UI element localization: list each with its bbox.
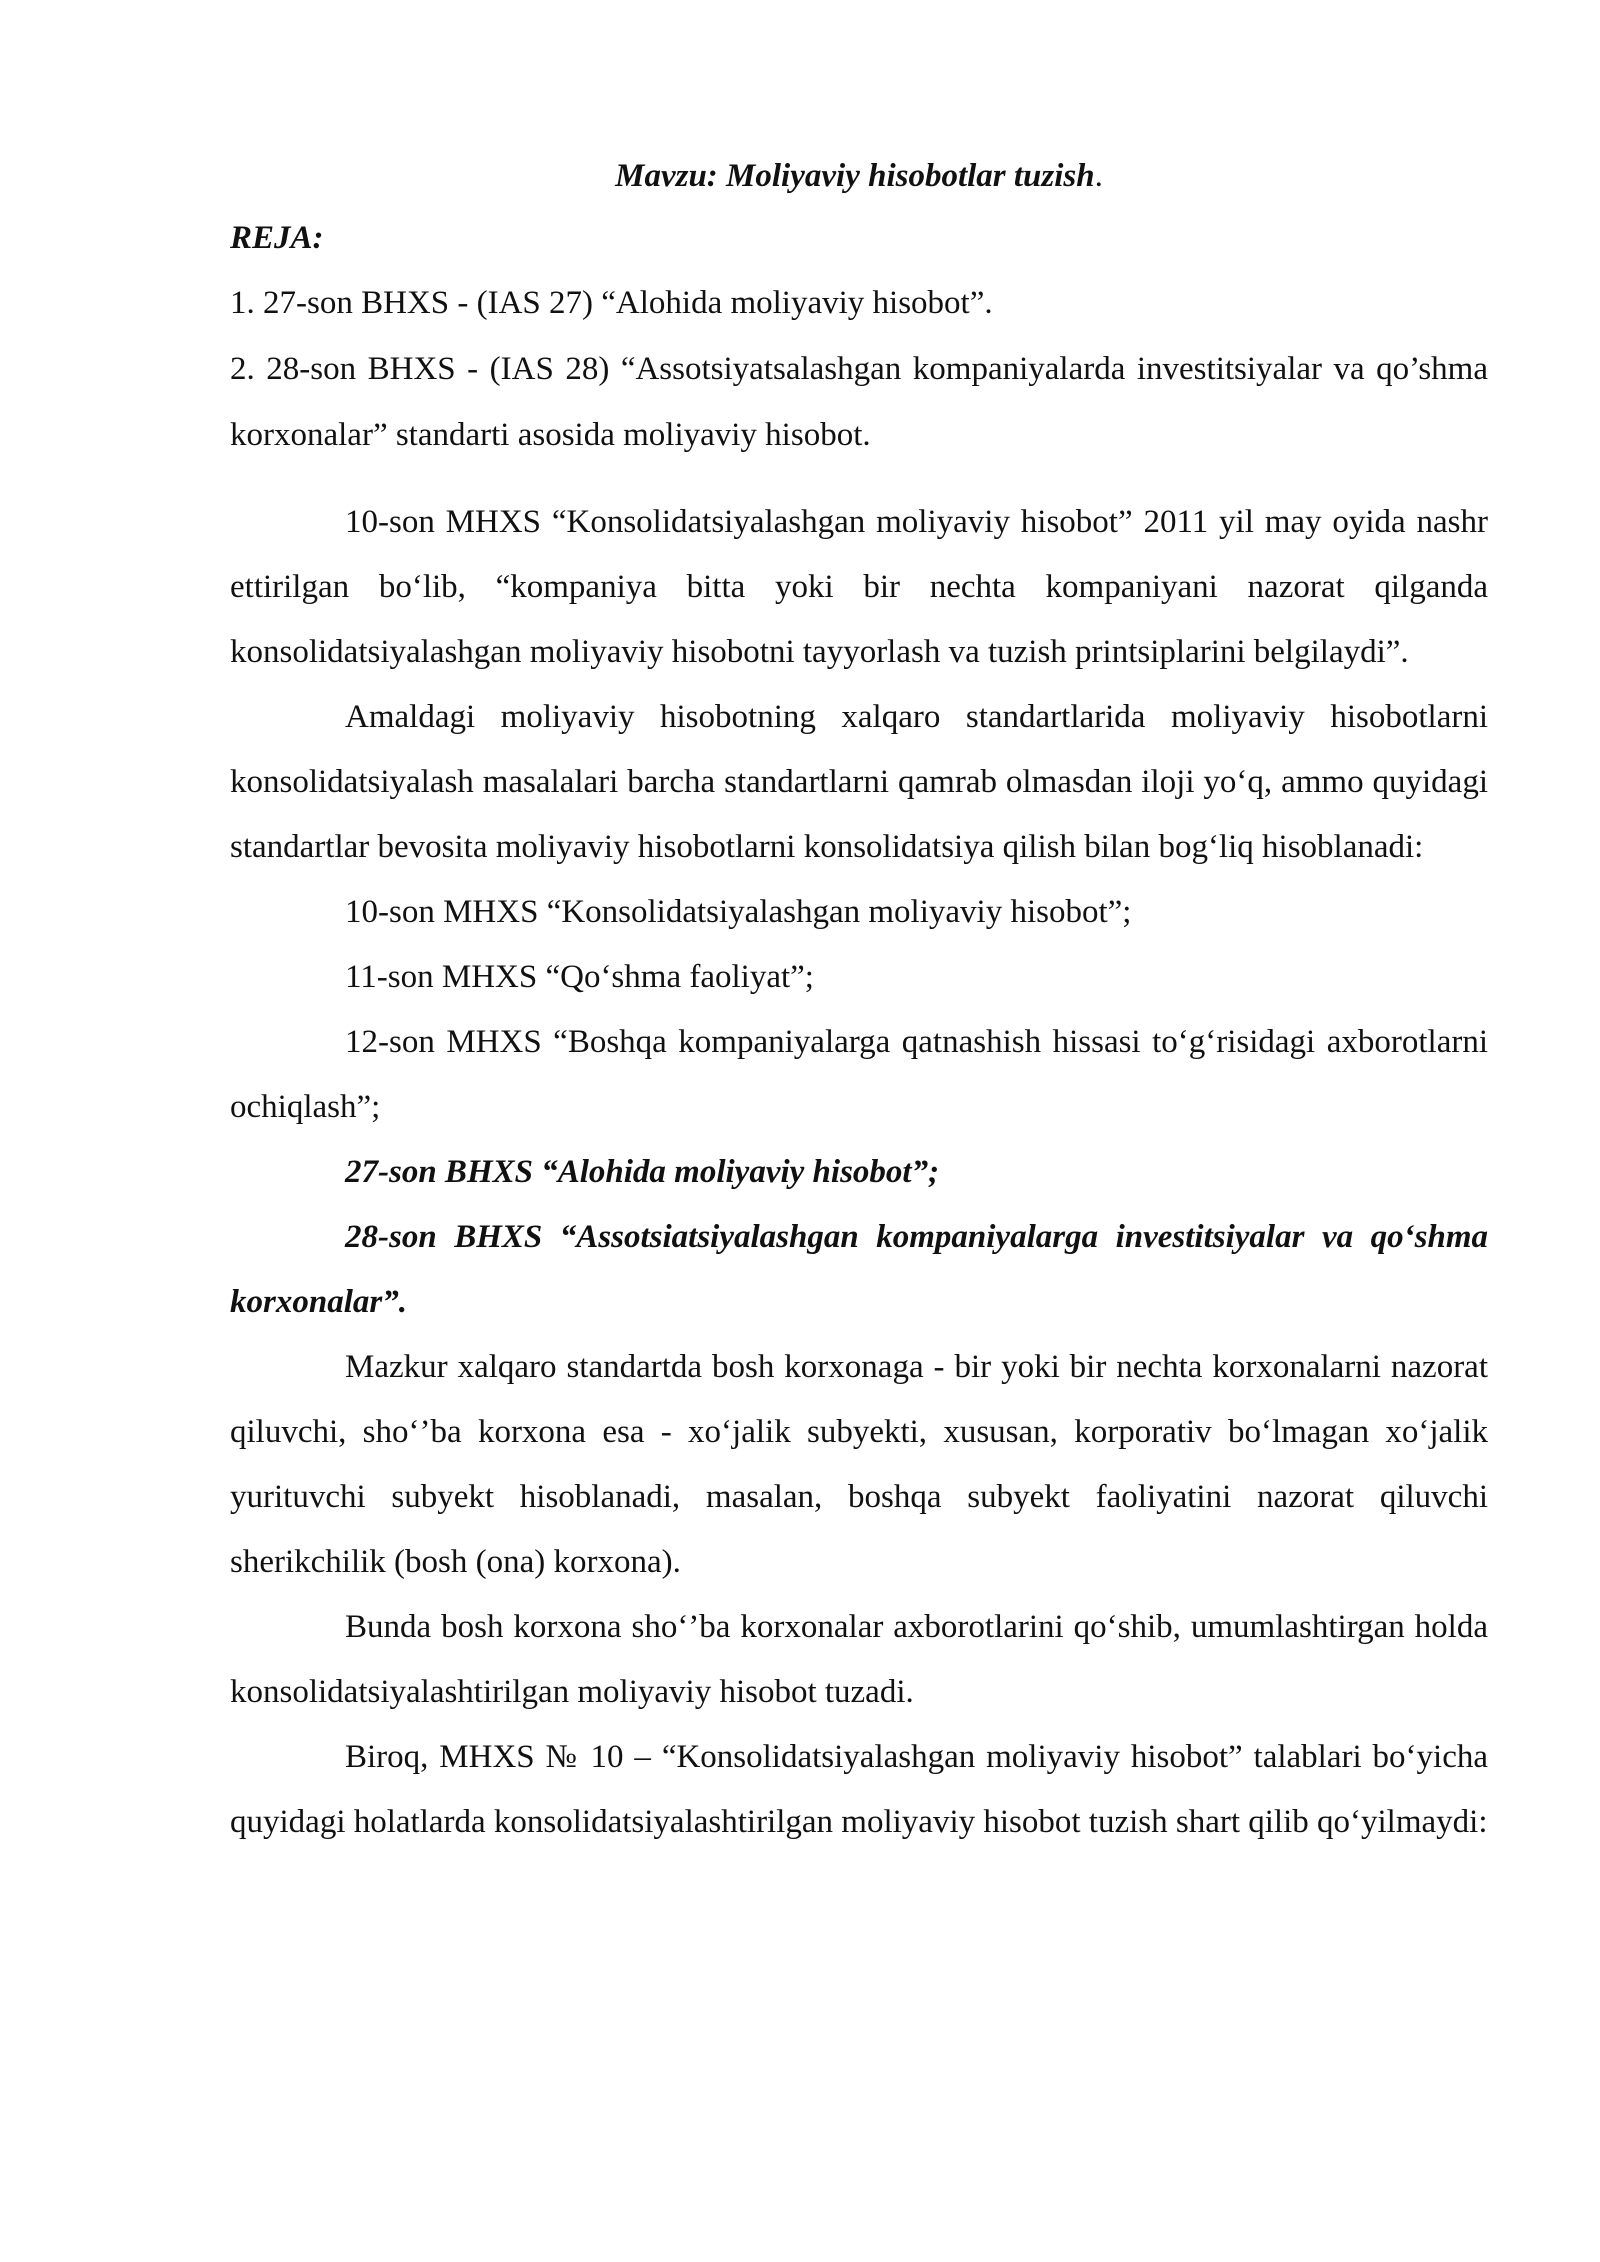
- standard-item-mhxs11: 11-son MHXS “Qo‘shma faoliyat”;: [345, 959, 814, 995]
- plan-item-1: 1. 27-son BHXS - (IAS 27) “Alohida moliyaviy hisobot”.: [230, 285, 993, 321]
- standard-item-bhxs28: 28-son BHXS “Assotsiatsiyalashgan kompaniyalarga investitsiyalar va qo‘shma korxonalar”.: [230, 1219, 1488, 1320]
- paragraph-consolidation: Bunda bosh korxona sho‘’ba korxonalar axborotlarini qo‘shib, umumlashtirgan holda konsolidatsiyalashtirilgan moliyaviy hisobot tuzadi.: [230, 1609, 1488, 1710]
- standard-item-mhxs12: 12-son MHXS “Boshqa kompaniyalarga qatnashish hissasi to‘g‘risidagi axborotlarni ochiqlash”;: [230, 1024, 1488, 1125]
- standard-item-bhxs27: 27-son BHXS “Alohida moliyaviy hisobot”;: [345, 1154, 940, 1190]
- paragraph-parent-subsidiary: Mazkur xalqaro standartda bosh korxonaga - bir yoki bir nechta korxonalarni nazorat qiluvchi, sho‘’ba korxona esa - xo‘jalik subyekti, xususan, korporativ bo‘lmagan xo‘jalik yurituvchi subyekt hisoblanadi, masalan, boshqa subyekt faoliyatini nazorat qiluvchi sherikchilik (bosh (ona) korxona).: [230, 1349, 1488, 1580]
- plan-heading: REJA:: [230, 220, 324, 256]
- paragraph-standards-intro: Amaldagi moliyaviy hisobotning xalqaro standartlarida moliyaviy hisobotlarni konsolidatsiyalash masalalari barcha standartlarni qamrab olmasdan iloji yo‘q, ammo quyidagi standartlar bevosita moliyaviy hisobotlarni konsolidatsiya qilish bilan bog‘liq hisoblanadi:: [230, 699, 1488, 865]
- title-period: .: [1094, 158, 1103, 194]
- paragraph-mhxs10-intro: 10-son MHXS “Konsolidatsiyalashgan moliyaviy hisobot” 2011 yil may oyida nashr ettirilgan bo‘lib, “kompaniya bitta yoki bir nechta kompaniyani nazorat qilganda konsolidatsiyalashgan moliyaviy hisobotni tayyorlash va tuzish printsiplarini belgilaydi”.: [230, 504, 1488, 670]
- plan-item-2: 2. 28-son BHXS - (IAS 28) “Assotsiyatsalashgan kompaniyalarda investitsiyalar va qo’shma korxonalar” standarti asosida moliyaviy hisobot.: [230, 351, 1488, 453]
- title-text: Mavzu: Moliyaviy hisobotlar tuzish: [615, 158, 1095, 194]
- document-content: [230, 150, 1488, 1855]
- standard-item-mhxs10: 10-son MHXS “Konsolidatsiyalashgan moliyaviy hisobot”;: [345, 894, 1132, 930]
- paragraph-exemptions: Biroq, MHXS № 10 – “Konsolidatsiyalashgan moliyaviy hisobot” talablari bo‘yicha quyidagi holatlarda konsolidatsiyalashtirilgan moliyaviy hisobot tuzish shart qilib qo‘yilmaydi:: [230, 1739, 1488, 1840]
- document-title: [230, 150, 1488, 202]
